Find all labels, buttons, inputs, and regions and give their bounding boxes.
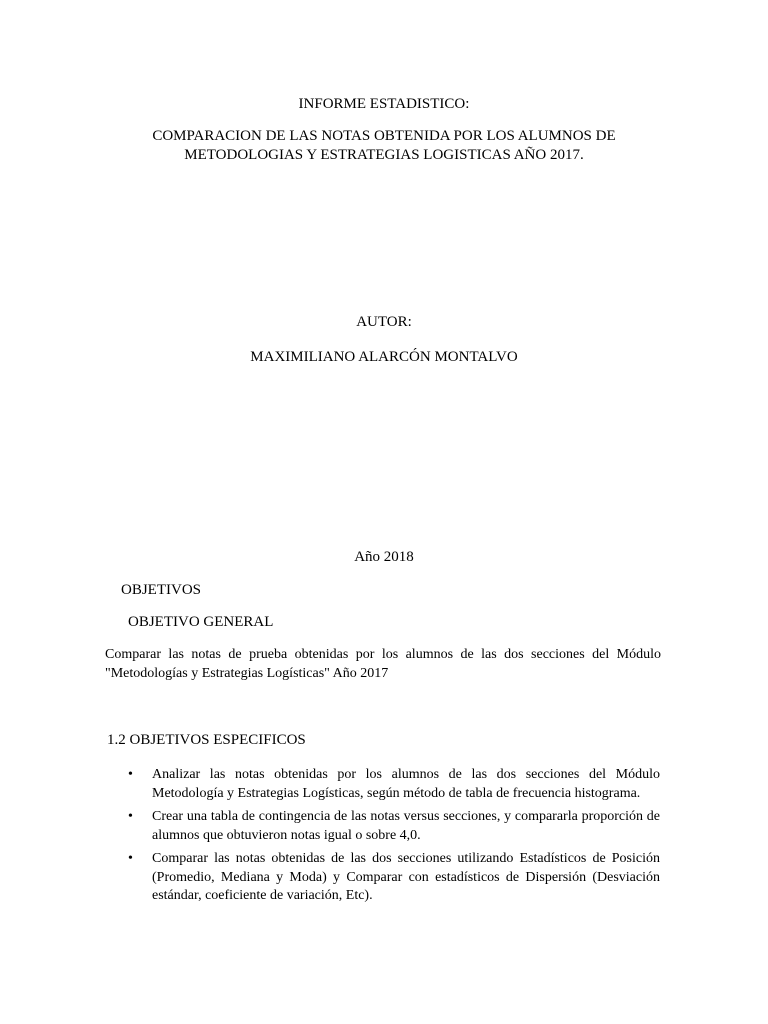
list-item <box>128 850 660 906</box>
author-label: AUTOR: <box>356 314 412 330</box>
list-item <box>128 808 660 845</box>
list-item-text: Analizar las notas obtenidas por los alumnos de las dos secciones del Módulo Metodología y Estrategias Logísticas, según método de tabla de frecuencia histograma. <box>152 767 660 801</box>
report-year: Año 2018 <box>354 549 414 565</box>
objetivos-especificos-heading: 1.2 OBJETIVOS ESPECIFICOS <box>107 732 306 748</box>
author-name: MAXIMILIANO ALARCÓN MONTALVO <box>250 349 518 365</box>
objetivos-heading: OBJETIVOS <box>121 582 202 598</box>
bullet-icon: • <box>128 809 133 824</box>
objetivo-general-heading: OBJETIVO GENERAL <box>128 614 274 630</box>
report-title: INFORME ESTADISTICO: <box>298 96 470 112</box>
objetivo-general-text: Comparar las notas de prueba obtenidas por los alumnos de las dos secciones del Módulo "Metodologías y Estrategias Logísticas" Año 2017 <box>105 647 661 681</box>
list-item <box>128 766 660 803</box>
list-item-text: Comparar las notas obtenidas de las dos secciones utilizando Estadísticos de Posición (Promedio, Mediana y Moda) y Comparar con estadísticos de Dispersión (Desviación estándar, coeficiente de variación, Etc). <box>152 851 660 903</box>
bullet-icon: • <box>128 767 133 782</box>
bullet-icon: • <box>128 851 133 866</box>
objetivos-especificos-list <box>0 766 768 911</box>
report-subtitle: COMPARACION DE LAS NOTAS OBTENIDA POR LOS ALUMNOS DE METODOLOGIAS Y ESTRATEGIAS LOGISTICAS AÑO 2017. <box>152 128 616 163</box>
list-item-text: Crear una tabla de contingencia de las notas versus secciones, y compararla proporción de alumnos que obtuvieron notas igual o sobre 4,0. <box>152 809 660 843</box>
